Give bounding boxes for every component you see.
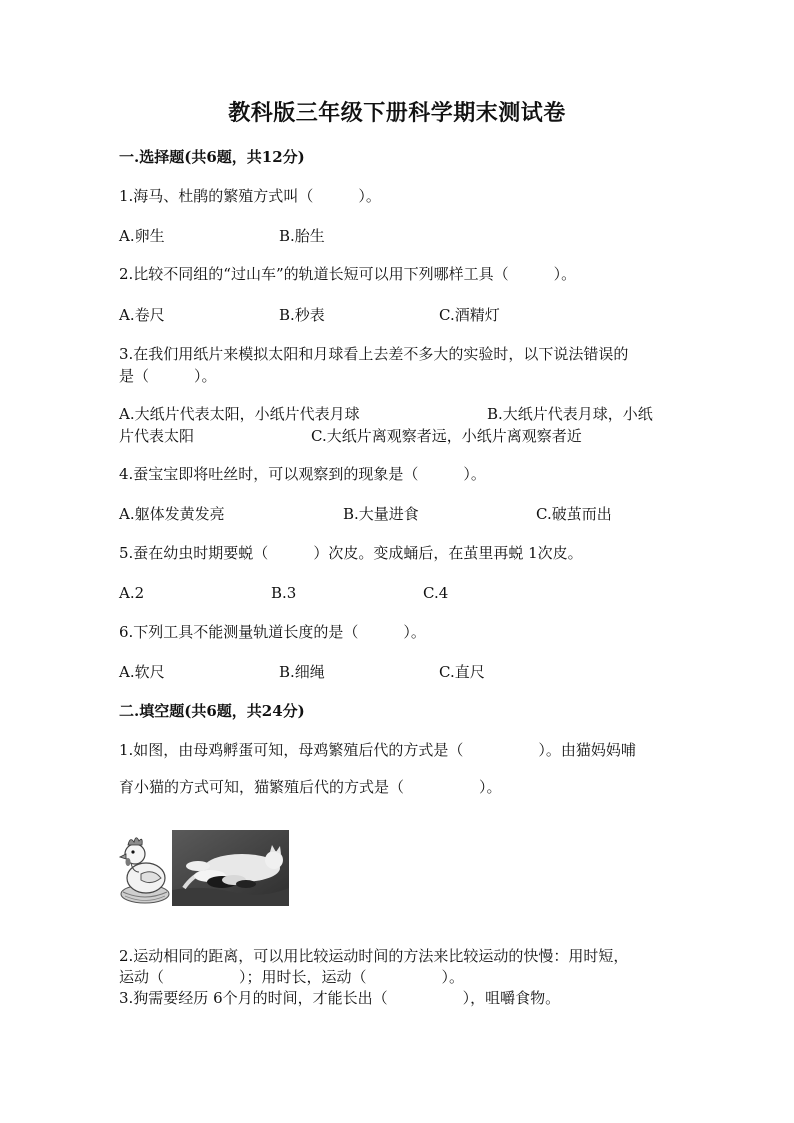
question-4-option-c: C.破茧而出 bbox=[536, 505, 612, 523]
question-3-text-line1: 3.在我们用纸片来模拟太阳和月球看上去差不多大的实验时，以下说法错误的 bbox=[119, 345, 629, 363]
section-heading-fill: 二.填空题(共6题，共24分) bbox=[119, 702, 305, 720]
fill-question-1-line2: 育小猫的方式可知，猫繁殖后代的方式是（ ）。 bbox=[119, 778, 502, 796]
question-1-option-a: A.卵生 bbox=[119, 227, 165, 245]
question-2-option-a: A.卷尺 bbox=[119, 306, 165, 324]
question-3-option-c: C.大纸片离观察者远，小纸片离观察者近 bbox=[311, 427, 582, 445]
fill-question-2-line1: 2.运动相同的距离，可以用比较运动时间的方法来比较运动的快慢：用时短， bbox=[119, 947, 629, 965]
question-3-text-line2: 是（ ）。 bbox=[119, 367, 217, 385]
question-3-option-b: B.大纸片代表月球，小纸 bbox=[487, 405, 653, 423]
question-1-option-b: B.胎生 bbox=[279, 227, 325, 245]
question-4-text: 4.蚕宝宝即将吐丝时，可以观察到的现象是（ ）。 bbox=[119, 465, 486, 483]
hen-illustration bbox=[119, 830, 171, 906]
question-6-option-a: A.软尺 bbox=[119, 663, 165, 681]
question-4-option-b: B.大量进食 bbox=[343, 505, 419, 523]
question-2-text: 2.比较不同组的“过山车”的轨道长短可以用下列哪样工具（ ）。 bbox=[119, 265, 577, 283]
question-6-text: 6.下列工具不能测量轨道长度的是（ ）。 bbox=[119, 623, 426, 641]
question-6-option-b: B.细绳 bbox=[279, 663, 325, 681]
question-3-option-a: A.大纸片代表太阳，小纸片代表月球 bbox=[119, 405, 360, 423]
section-heading-choice: 一.选择题(共6题，共12分) bbox=[119, 148, 305, 166]
question-1-text: 1.海马、杜鹃的繁殖方式叫（ ）。 bbox=[119, 187, 381, 205]
question-5-option-c: C.4 bbox=[423, 584, 449, 602]
question-4-option-a: A.躯体发黄发亮 bbox=[119, 505, 225, 523]
question-6-option-c: C.直尺 bbox=[439, 663, 485, 681]
question-5-option-a: A.2 bbox=[119, 584, 145, 602]
question-5-option-b: B.3 bbox=[271, 584, 297, 602]
fill-question-3-text: 3.狗需要经历 6个月的时间，才能长出（ ），咀嚼食物。 bbox=[119, 989, 561, 1007]
page-title: 教科版三年级下册科学期末测试卷 bbox=[228, 100, 566, 126]
question-2-option-b: B.秒表 bbox=[279, 306, 325, 324]
cat-nursing-kittens-photo bbox=[172, 830, 289, 906]
fill-question-1-line1: 1.如图，由母鸡孵蛋可知，母鸡繁殖后代的方式是（ ）。由猫妈妈哺 bbox=[119, 741, 636, 759]
fill-question-2-line2: 运动（ ）；用时长，运动（ ）。 bbox=[119, 968, 465, 986]
question-2-option-c: C.酒精灯 bbox=[439, 306, 500, 324]
question-5-text: 5.蚕在幼虫时期要蜕（ ）次皮。变成蛹后，在茧里再蜕 1次皮。 bbox=[119, 544, 583, 562]
question-3-option-b-cont: 片代表太阳 bbox=[119, 427, 195, 445]
